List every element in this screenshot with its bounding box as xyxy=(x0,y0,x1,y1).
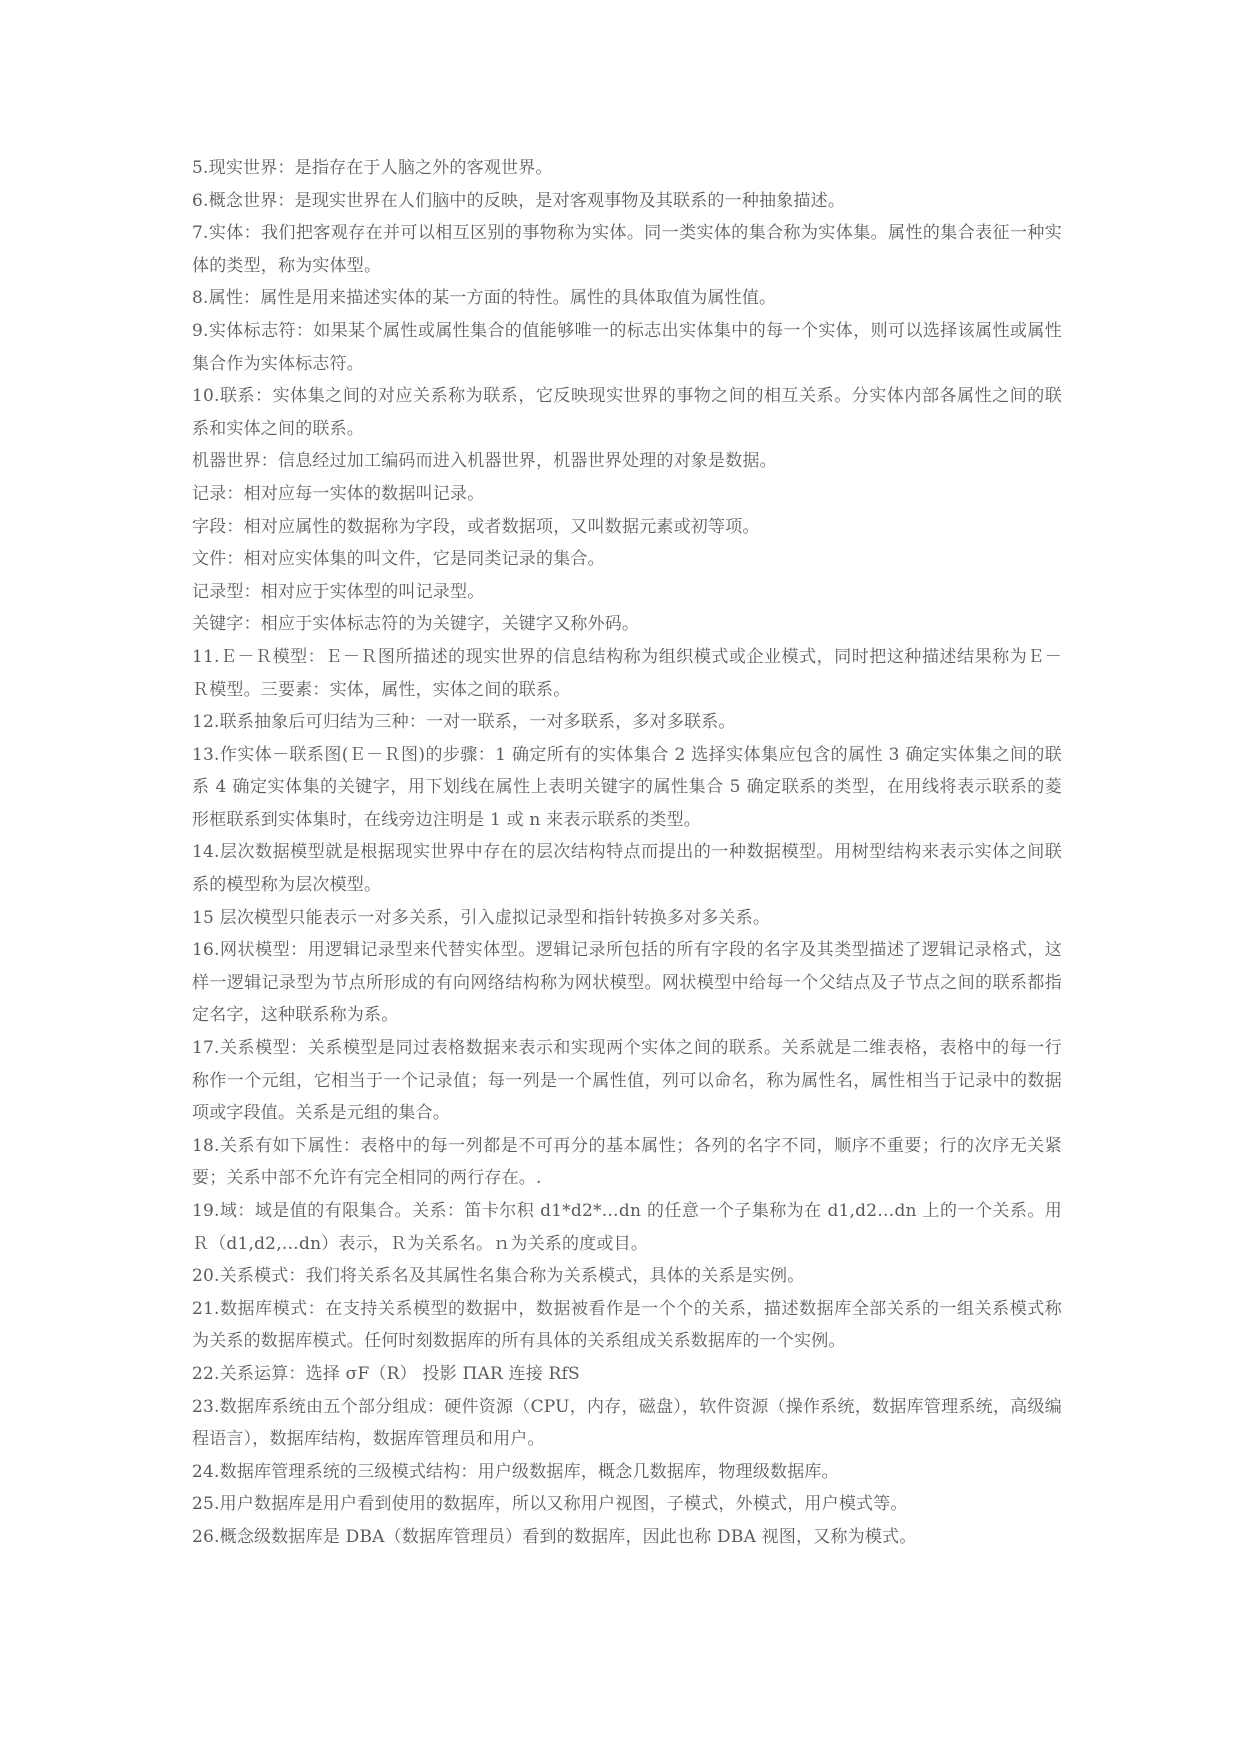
paragraph-7: 7.实体：我们把客观存在并可以相互区别的事物称为实体。同一类实体的集合称为实体集。属性的集合表征一种实体的类型，称为实体型。 xyxy=(192,223,1062,276)
paragraph-5: 5.现实世界：是指存在于人脑之外的客观世界。 xyxy=(192,158,553,178)
paragraph-19: 19.域：域是值的有限集合。关系：笛卡尔积 d1*d2*…dn 的任意一个子集称为在 d1,d2…dn 上的一个关系。用Ｒ（d1,d2,…dn）表示，Ｒ为关系名。ｎ为关系的度或目。 xyxy=(192,1201,1062,1254)
paragraph-11: 11.Ｅ－Ｒ模型：Ｅ－Ｒ图所描述的现实世界的信息结构称为组织模式或企业模式，同时把这种描述结果称为Ｅ－Ｒ模型。三要素：实体，属性，实体之间的联系。 xyxy=(192,646,1062,700)
paragraph-13: 13.作实体－联系图(Ｅ－Ｒ图)的步骤：1 确定所有的实体集合 2 选择实体集应包含的属性 3 确定实体集之间的联系 4 确定实体集的关键字，用下划线在属性上表明关键字的属性集合 5 确定联系的类型，在用线将表示联系的菱形框联系到实体集时，在线旁边注明是 1 或 n 来表示联系的类型。 xyxy=(192,744,1062,830)
paragraph-8: 8.属性：属性是用来描述实体的某一方面的特性。属性的具体取值为属性值。 xyxy=(192,288,777,309)
paragraph-12: 12.联系抽象后可归结为三种：一对一联系，一对多联系，多对多联系。 xyxy=(192,712,736,733)
paragraph-10: 10.联系：实体集之间的对应关系称为联系，它反映现实世界的事物之间的相互关系。分实体内部各属性之间的联系和实体之间的联系。 xyxy=(192,386,1062,439)
paragraph-23: 23.数据库系统由五个部分组成：硬件资源（CPU，内存，磁盘），软件资源（操作系统，数据库管理系统，高级编程语言），数据库结构，数据库管理员和用户。 xyxy=(192,1396,1062,1450)
paragraph-6: 6.概念世界：是现实世界在人们脑中的反映，是对客观事物及其联系的一种抽象描述。 xyxy=(192,190,846,211)
paragraph-14: 14.层次数据模型就是根据现实世界中存在的层次结构特点而提出的一种数据模型。用树型结构来表示实体之间联系的模型称为层次模型。 xyxy=(192,842,1062,896)
paragraph-20: 20.关系模式：我们将关系名及其属性名集合称为关系模式，具体的关系是实例。 xyxy=(192,1266,805,1287)
paragraph-keyword: 关键字：相应于实体标志符的为关键字，关键字又称外码。 xyxy=(192,614,640,635)
paragraph-file: 文件：相对应实体集的叫文件，它是同类记录的集合。 xyxy=(192,549,605,570)
paragraph-26: 26.概念级数据库是 DBA（数据库管理员）看到的数据库，因此也称 DBA 视图，又称为模式。 xyxy=(192,1526,917,1547)
paragraph-record: 记录：相对应每一实体的数据叫记录。 xyxy=(192,483,485,504)
paragraph-machine-world: 机器世界：信息经过加工编码而进入机器世界，机器世界处理的对象是数据。 xyxy=(192,451,777,472)
paragraph-21: 21.数据库模式：在支持关系模型的数据中，数据被看作是一个个的关系，描述数据库全部关系的一组关系模式称为关系的数据库模式。任何时刻数据库的所有具体的关系组成关系数据库的一个实例。 xyxy=(192,1298,1062,1352)
paragraph-15: 15 层次模型只能表示一对多关系，引入虚拟记录型和指针转换多对多关系。 xyxy=(192,907,771,928)
paragraph-18: 18.关系有如下属性：表格中的每一列都是不可再分的基本属性；各列的名字不同，顺序不重要；行的次序无关紧要；关系中部不允许有完全相同的两行存在。. xyxy=(192,1135,1062,1189)
paragraph-record-type: 记录型：相对应于实体型的叫记录型。 xyxy=(192,581,485,602)
document-body xyxy=(192,152,1062,1554)
paragraph-22: 22.关系运算：选择 σF（R） 投影 ΠAR 连接 RfS xyxy=(192,1363,580,1384)
paragraph-9: 9.实体标志符：如果某个属性或属性集合的值能够唯一的标志出实体集中的每一个实体，则可以选择该属性或属性集合作为实体标志符。 xyxy=(192,320,1062,374)
paragraph-24: 24.数据库管理系统的三级模式结构：用户级数据库，概念几数据库，物理级数据库。 xyxy=(192,1461,839,1482)
paragraph-field: 字段：相对应属性的数据称为字段，或者数据项，又叫数据元素或初等项。 xyxy=(192,516,760,537)
paragraph-25: 25.用户数据库是用户看到使用的数据库，所以又称用户视图，子模式，外模式，用户模式等。 xyxy=(192,1494,908,1515)
paragraph-17: 17.关系模型：关系模型是同过表格数据来表示和实现两个实体之间的联系。关系就是二维表格，表格中的每一行称作一个元组，它相当于一个记录值；每一列是一个属性值，列可以命名，称为属性名，属性相当于记录中的数据项或字段值。关系是元组的集合。 xyxy=(192,1038,1062,1124)
paragraph-16: 16.网状模型：用逻辑记录型来代替实体型。逻辑记录所包括的所有字段的名字及其类型描述了逻辑记录格式，这样一逻辑记录型为节点所形成的有向网络结构称为网状模型。网状模型中给每一个父结点及子节点之间的联系都指定名字，这种联系称为系。 xyxy=(192,940,1062,1026)
